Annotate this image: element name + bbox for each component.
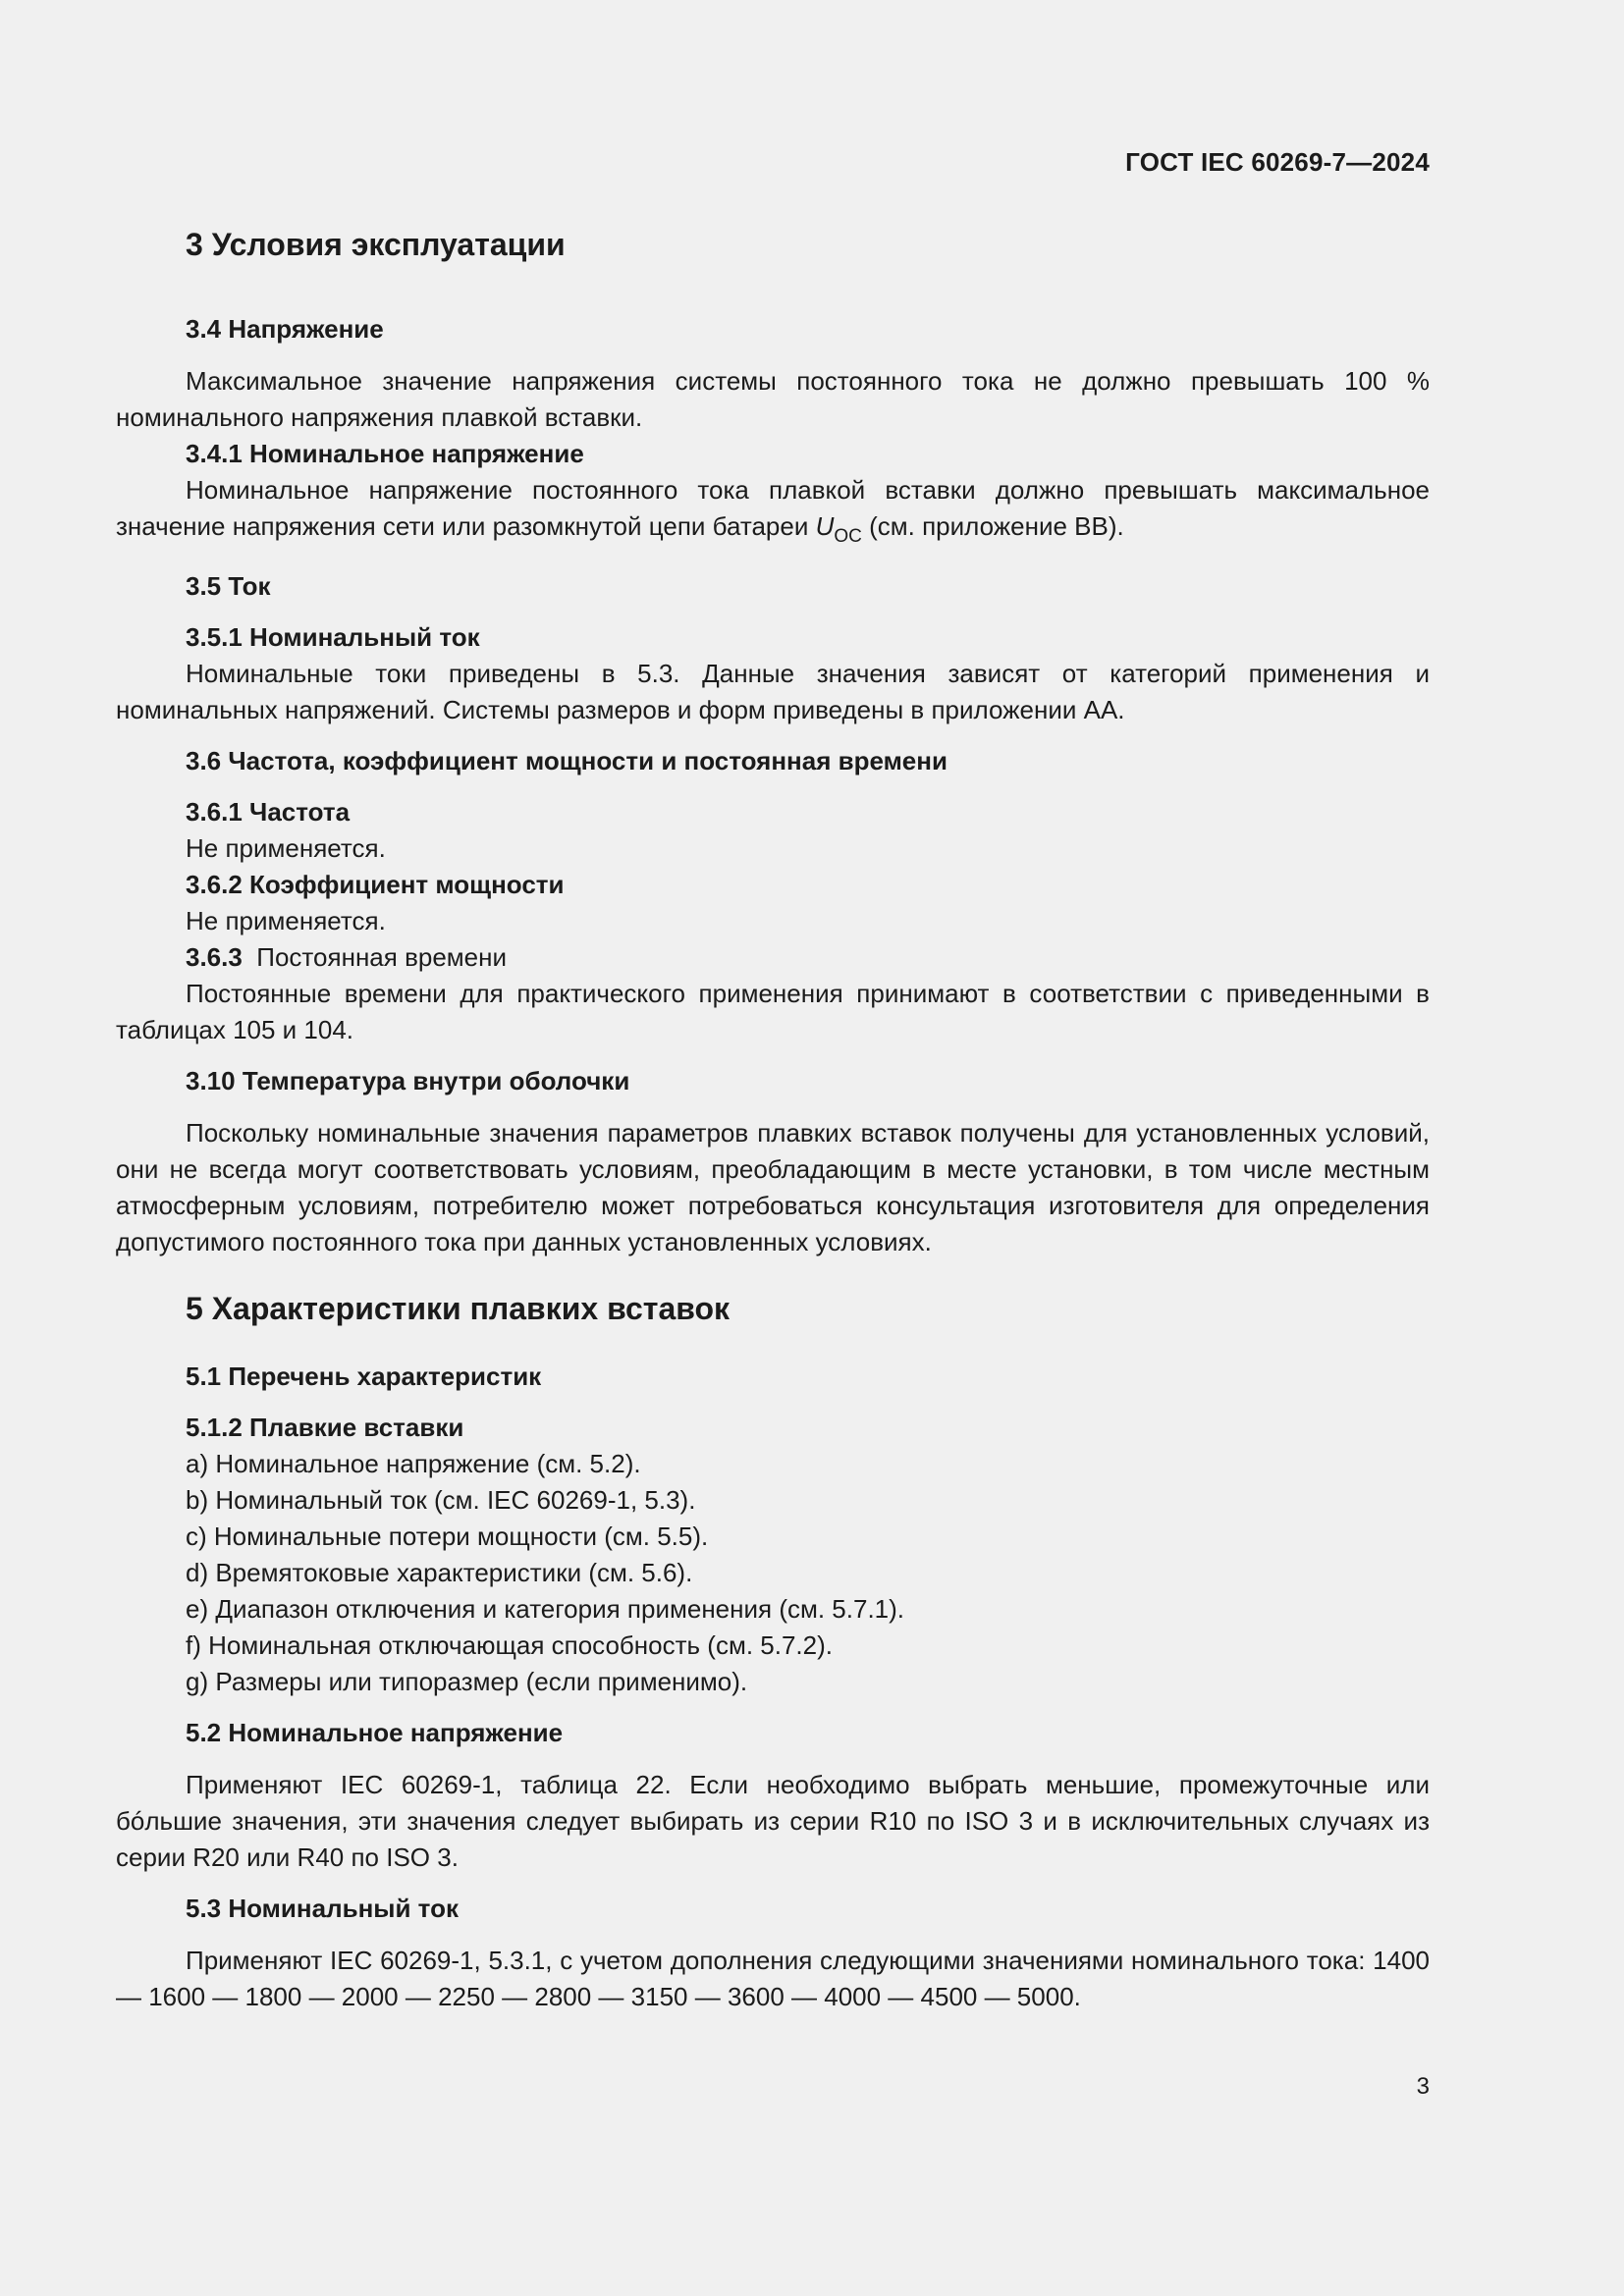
list-item: d) Времятоковые характеристики (см. 5.6). (186, 1558, 693, 1587)
section-3-6-2-text: Не применяется. (186, 906, 386, 935)
section-3-6-3-title: 3.6.3 Постоянная времени (186, 942, 508, 972)
list-item: c) Номинальные потери мощности (см. 5.5). (186, 1522, 709, 1551)
section-3-6-2-title: 3.6.2 Коэффициент мощности (186, 870, 565, 899)
voltage-subscript: OC (834, 526, 862, 547)
section-5-2-title: 5.2 Номинальное напряжение (186, 1718, 564, 1747)
page-body (116, 224, 1430, 2015)
list-item: f) Номинальная отключающая способность (см. 5.7.2). (186, 1630, 833, 1660)
characteristics-list (116, 1446, 1430, 1700)
voltage-symbol: U (815, 511, 835, 541)
section-3-6-title: 3.6 Частота, коэффициент мощности и постоянная времени (186, 746, 947, 775)
section-3-4-title: 3.4 Напряжение (186, 314, 384, 344)
list-item: e) Диапазон отключения и категория применения (см. 5.7.1). (186, 1594, 905, 1624)
section-3-6-1-title: 3.6.1 Частота (186, 797, 351, 827)
list-item: g) Размеры или типоразмер (если применимо). (186, 1667, 748, 1696)
section-3-6-1-text: Не применяется. (186, 833, 386, 863)
section-3-title: 3 Условия эксплуатации (186, 227, 566, 262)
section-3-10-title: 3.10 Температура внутри оболочки (186, 1066, 630, 1095)
section-3-4-paragraph: Максимальное значение напряжения системы постоянного тока не должно превышать 100 % номинального напряжения плавкой вставки. (116, 366, 1430, 432)
list-item: b) Номинальный ток (см. IEC 60269-1, 5.3). (186, 1485, 696, 1515)
section-3-4-1-paragraph: Номинальное напряжение постоянного тока плавкой вставки должно превышать максимальное значение напряжения сети или разомкнутой цепи батареи $U_{OC}$ (см. приложение ВВ). (116, 475, 1430, 547)
section-5-title: 5 Характеристики плавких вставок (186, 1291, 731, 1326)
section-5-3-paragraph: Применяют IEC 60269-1, 5.3.1, с учетом дополнения следующими значениями номинального тока: 1400 — 1600 — 1800 — 2000 — 2250 — 2800 — 3150 — 3600 — 4000 — 4500 — 5000. (116, 1946, 1430, 2011)
section-3-5-1-title: 3.5.1 Номинальный ток (186, 622, 480, 652)
section-3-4-1-title: 3.4.1 Номинальное напряжение (186, 439, 584, 468)
section-3-5-1-paragraph: Номинальные токи приведены в 5.3. Данные значения зависят от категорий применения и номинальных напряжений. Системы размеров и форм приведены в приложении АА. (116, 659, 1430, 724)
page-number: 3 (1416, 2073, 1430, 2100)
section-3-6-3-paragraph: Постоянные времени для практического применения принимают в соответствии с приведенными в таблицах 105 и 104. (116, 979, 1430, 1044)
section-3-5-title: 3.5 Ток (186, 571, 271, 601)
section-5-3-title: 5.3 Номинальный ток (186, 1894, 459, 1923)
section-5-2-paragraph: Применяют IEC 60269-1, таблица 22. Если необходимо выбрать меньшие, промежуточные или бóльшие значения, эти значения следует выбирать из серии R10 по ISO 3 и в исключительных случаях из серии R20 или R40 по ISO 3. (116, 1770, 1430, 1872)
section-3-10-paragraph: Поскольку номинальные значения параметров плавких вставок получены для установленных условий, они не всегда могут соответствовать условиям, преобладающим в месте установки, в том числе местным атмосферным условиям, потребителю может потребоваться консультация изготовителя для определения допустимого постоянного тока при данных установленных условиях. (116, 1118, 1430, 1256)
section-5-1-2-title: 5.1.2 Плавкие вставки (186, 1413, 464, 1442)
list-item: a) Номинальное напряжение (см. 5.2). (186, 1449, 641, 1478)
document-code: ГОСТ IEC 60269-7—2024 (1125, 147, 1430, 177)
section-5-1-title: 5.1 Перечень характеристик (186, 1362, 542, 1391)
